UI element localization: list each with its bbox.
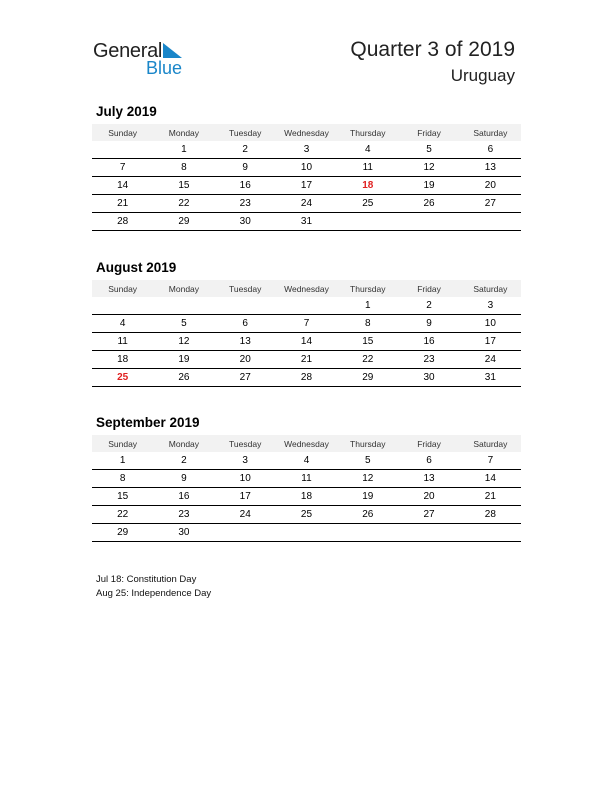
weekday-header: Tuesday	[215, 280, 276, 297]
week-row	[92, 141, 521, 159]
calendar-table	[92, 435, 521, 542]
day-cell: 23	[215, 195, 276, 213]
day-cell: 26	[153, 369, 214, 387]
day-cell: 31	[460, 369, 521, 387]
day-cell: 7	[460, 452, 521, 470]
weekday-header: Thursday	[337, 280, 398, 297]
day-cell: 12	[153, 333, 214, 351]
day-cell: 25	[276, 506, 337, 524]
day-cell: 18	[276, 488, 337, 506]
weekday-header: Saturday	[460, 435, 521, 452]
week-row	[92, 213, 521, 231]
holiday-note: Aug 25: Independence Day	[96, 588, 212, 599]
week-row	[92, 452, 521, 470]
day-cell: 7	[276, 315, 337, 333]
day-cell: 9	[153, 470, 214, 488]
generalblue-logo	[93, 40, 193, 82]
day-cell	[460, 213, 521, 231]
logo-triangle-icon	[161, 43, 183, 59]
day-cell: 2	[215, 141, 276, 159]
day-cell: 27	[460, 195, 521, 213]
day-cell: 19	[398, 177, 459, 195]
day-cell: 16	[398, 333, 459, 351]
weekday-header: Friday	[398, 280, 459, 297]
day-cell: 29	[153, 213, 214, 231]
day-cell: 15	[153, 177, 214, 195]
page-title: Quarter 3 of 2019	[350, 38, 515, 61]
weekday-header: Sunday	[92, 280, 153, 297]
day-cell: 23	[398, 351, 459, 369]
day-cell: 8	[92, 470, 153, 488]
weekday-header: Sunday	[92, 124, 153, 141]
day-cell: 3	[276, 141, 337, 159]
day-cell: 3	[215, 452, 276, 470]
month-title: July 2019	[96, 104, 157, 119]
weekday-header: Thursday	[337, 124, 398, 141]
day-cell: 29	[337, 369, 398, 387]
day-cell: 25	[337, 195, 398, 213]
weekday-header: Friday	[398, 435, 459, 452]
day-cell: 14	[460, 470, 521, 488]
day-cell: 4	[276, 452, 337, 470]
day-cell	[337, 213, 398, 231]
day-cell: 19	[153, 351, 214, 369]
day-cell: 24	[276, 195, 337, 213]
country-name: Uruguay	[450, 66, 515, 85]
day-cell: 13	[398, 470, 459, 488]
day-cell: 12	[337, 470, 398, 488]
week-row	[92, 159, 521, 177]
day-cell: 18	[92, 351, 153, 369]
month-august	[92, 259, 521, 387]
day-cell: 24	[460, 351, 521, 369]
day-cell: 8	[153, 159, 214, 177]
day-cell: 28	[92, 213, 153, 231]
day-cell	[215, 524, 276, 542]
calendar-table	[92, 280, 521, 387]
day-cell	[92, 141, 153, 159]
week-row	[92, 351, 521, 369]
day-cell: 20	[460, 177, 521, 195]
month-september	[92, 414, 521, 542]
day-cell: 18	[337, 177, 398, 195]
day-cell: 8	[337, 315, 398, 333]
week-row	[92, 488, 521, 506]
month-title: September 2019	[96, 415, 200, 430]
day-cell: 11	[337, 159, 398, 177]
day-cell	[215, 297, 276, 315]
day-cell: 30	[398, 369, 459, 387]
day-cell: 20	[398, 488, 459, 506]
weekday-header: Monday	[153, 280, 214, 297]
day-cell: 10	[215, 470, 276, 488]
week-row	[92, 333, 521, 351]
week-row	[92, 470, 521, 488]
day-cell: 27	[398, 506, 459, 524]
week-row	[92, 524, 521, 542]
day-cell: 2	[398, 297, 459, 315]
day-cell: 17	[215, 488, 276, 506]
day-cell	[276, 297, 337, 315]
logo-word-general: General	[93, 40, 163, 62]
day-cell	[398, 524, 459, 542]
day-cell	[398, 213, 459, 231]
day-cell: 2	[153, 452, 214, 470]
week-row	[92, 315, 521, 333]
day-cell: 11	[92, 333, 153, 351]
day-cell: 15	[92, 488, 153, 506]
day-cell: 21	[460, 488, 521, 506]
day-cell: 26	[337, 506, 398, 524]
day-cell: 12	[398, 159, 459, 177]
day-cell: 15	[337, 333, 398, 351]
day-cell: 1	[92, 452, 153, 470]
day-cell: 17	[460, 333, 521, 351]
day-cell: 20	[215, 351, 276, 369]
day-cell: 6	[215, 315, 276, 333]
weekday-header: Saturday	[460, 280, 521, 297]
week-row	[92, 297, 521, 315]
weekday-header: Monday	[153, 124, 214, 141]
day-cell: 25	[92, 369, 153, 387]
day-cell: 19	[337, 488, 398, 506]
day-cell: 28	[276, 369, 337, 387]
weekday-header: Tuesday	[215, 435, 276, 452]
logo-word-blue: Blue	[146, 58, 183, 78]
week-row	[92, 506, 521, 524]
day-cell: 16	[215, 177, 276, 195]
week-row	[92, 177, 521, 195]
holiday-note: Jul 18: Constitution Day	[96, 574, 197, 585]
day-cell: 10	[276, 159, 337, 177]
weekday-header: Wednesday	[276, 280, 337, 297]
day-cell: 27	[215, 369, 276, 387]
day-cell: 1	[153, 141, 214, 159]
day-cell: 29	[92, 524, 153, 542]
day-cell: 30	[153, 524, 214, 542]
day-cell: 6	[460, 141, 521, 159]
day-cell	[460, 524, 521, 542]
day-cell	[276, 524, 337, 542]
day-cell	[92, 297, 153, 315]
calendar-table	[92, 124, 521, 231]
day-cell	[337, 524, 398, 542]
week-row	[92, 195, 521, 213]
day-cell: 11	[276, 470, 337, 488]
day-cell: 23	[153, 506, 214, 524]
week-row	[92, 369, 521, 387]
day-cell	[153, 297, 214, 315]
day-cell: 5	[337, 452, 398, 470]
day-cell: 6	[398, 452, 459, 470]
day-cell: 3	[460, 297, 521, 315]
day-cell: 31	[276, 213, 337, 231]
weekday-header: Wednesday	[276, 435, 337, 452]
day-cell: 7	[92, 159, 153, 177]
day-cell: 24	[215, 506, 276, 524]
day-cell: 13	[215, 333, 276, 351]
day-cell: 17	[276, 177, 337, 195]
day-cell: 26	[398, 195, 459, 213]
day-cell: 21	[276, 351, 337, 369]
weekday-header: Tuesday	[215, 124, 276, 141]
day-cell: 14	[276, 333, 337, 351]
weekday-header: Sunday	[92, 435, 153, 452]
day-cell: 10	[460, 315, 521, 333]
day-cell: 4	[337, 141, 398, 159]
weekday-header: Friday	[398, 124, 459, 141]
weekday-header: Monday	[153, 435, 214, 452]
holiday-notes	[96, 573, 211, 601]
day-cell: 9	[215, 159, 276, 177]
month-july	[92, 103, 521, 231]
day-cell: 4	[92, 315, 153, 333]
day-cell: 16	[153, 488, 214, 506]
weekday-header: Thursday	[337, 435, 398, 452]
day-cell: 28	[460, 506, 521, 524]
day-cell: 22	[153, 195, 214, 213]
weekday-header: Saturday	[460, 124, 521, 141]
day-cell: 21	[92, 195, 153, 213]
month-title: August 2019	[96, 260, 177, 275]
day-cell: 30	[215, 213, 276, 231]
weekday-header: Wednesday	[276, 124, 337, 141]
day-cell: 5	[398, 141, 459, 159]
day-cell: 14	[92, 177, 153, 195]
day-cell: 5	[153, 315, 214, 333]
day-cell: 9	[398, 315, 459, 333]
day-cell: 13	[460, 159, 521, 177]
day-cell: 22	[92, 506, 153, 524]
day-cell: 22	[337, 351, 398, 369]
day-cell: 1	[337, 297, 398, 315]
